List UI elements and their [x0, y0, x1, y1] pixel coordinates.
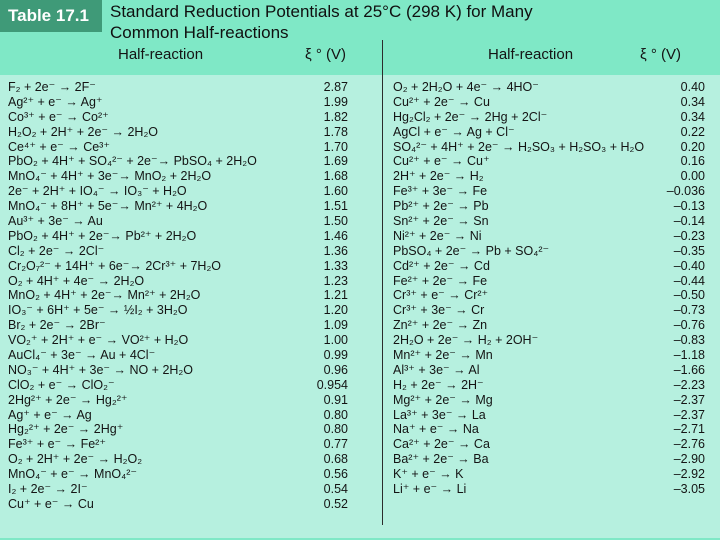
- table-row: [0, 348, 382, 363]
- column-divider: [382, 40, 383, 525]
- reduction-potential: 1.50: [323, 214, 348, 229]
- reduction-potential: 0.96: [323, 362, 348, 377]
- reduction-potential: 0.34: [680, 94, 705, 109]
- reduction-potential: –2.71: [673, 422, 705, 437]
- right-column-header-reaction: Half-reaction: [488, 46, 574, 63]
- reduction-potential: 0.77: [323, 437, 348, 452]
- table-row: [0, 318, 382, 333]
- half-reaction: MnO₄⁻ + 8H⁺ + 5e⁻→ Mn²⁺ + 4H₂O: [8, 199, 208, 214]
- table-row: [385, 288, 720, 303]
- half-reaction: Au³⁺ + 3e⁻ → Au: [8, 214, 103, 229]
- table-row: [385, 408, 720, 423]
- half-reaction: Cr₂O₇²⁻ + 14H⁺ + 6e⁻→ 2Cr³⁺ + 7H₂O: [8, 258, 222, 273]
- table-row: [385, 184, 720, 199]
- table-row: [385, 422, 720, 437]
- table-row: [0, 363, 382, 378]
- half-reaction: K⁺ + e⁻ → K: [393, 467, 464, 482]
- half-reaction: H₂O₂ + 2H⁺ + 2e⁻ → 2H₂O: [8, 124, 159, 139]
- reduction-potential: 1.82: [323, 109, 348, 124]
- reduction-potential: 0.22: [680, 124, 705, 139]
- table-row: [0, 184, 382, 199]
- reduction-potential: 1.99: [323, 94, 348, 109]
- table-row: [0, 333, 382, 348]
- table-row: [0, 244, 382, 259]
- table-row: [385, 318, 720, 333]
- table-row: [385, 437, 720, 452]
- half-reaction: Br₂ + 2e⁻ → 2Br⁻: [8, 318, 106, 333]
- reduction-potential: –2.76: [673, 437, 705, 452]
- half-reaction: Cr³⁺ + e⁻ → Cr²⁺: [393, 288, 489, 303]
- half-reaction: Fe²⁺ + 2e⁻ → Fe: [393, 273, 488, 288]
- half-reaction: Hg₂Cl₂ + 2e⁻ → 2Hg + 2Cl⁻: [393, 109, 548, 124]
- table-row: [0, 437, 382, 452]
- half-reaction: Al³⁺ + 3e⁻ → Al: [393, 362, 480, 377]
- reduction-potential: 0.91: [323, 392, 348, 407]
- table-row: [0, 229, 382, 244]
- table-row: [385, 214, 720, 229]
- table-row: [385, 378, 720, 393]
- half-reaction: H₂ + 2e⁻ → 2H⁻: [393, 377, 484, 392]
- half-reaction: Na⁺ + e⁻ → Na: [393, 422, 479, 437]
- half-reaction: Sn²⁺ + 2e⁻ → Sn: [393, 214, 489, 229]
- table-row: [0, 259, 382, 274]
- half-reaction: 2Hg²⁺ + 2e⁻ → Hg₂²⁺: [8, 392, 128, 407]
- half-reaction: Fe³⁺ + e⁻ → Fe²⁺: [8, 437, 106, 452]
- half-reaction: PbO₂ + 4H⁺ + 2e⁻→ Pb²⁺ + 2H₂O: [8, 228, 197, 243]
- half-reaction: Mg²⁺ + 2e⁻ → Mg: [393, 392, 493, 407]
- half-reaction: Ni²⁺ + 2e⁻ → Ni: [393, 228, 482, 243]
- reduction-potential: 1.00: [323, 333, 348, 348]
- table-row: [0, 169, 382, 184]
- reduction-potential: –0.13: [673, 199, 705, 214]
- reduction-potential: –3.05: [673, 482, 705, 497]
- reduction-potential: 0.34: [680, 109, 705, 124]
- reduction-potential: 0.80: [323, 407, 348, 422]
- table-row: [385, 154, 720, 169]
- reduction-potential: 1.09: [323, 318, 348, 333]
- half-reaction: Cr³⁺ + 3e⁻ → Cr: [393, 303, 485, 318]
- half-reaction: Li⁺ + e⁻ → Li: [393, 482, 467, 497]
- table-row: [385, 80, 720, 95]
- reduction-potential: 0.16: [680, 154, 705, 169]
- half-reaction: Cu²⁺ + 2e⁻ → Cu: [393, 94, 490, 109]
- table-row: [385, 274, 720, 289]
- table-row: [0, 393, 382, 408]
- reduction-potential: 0.99: [323, 348, 348, 363]
- half-reaction: Cu²⁺ + e⁻ → Cu⁺: [393, 154, 490, 169]
- table-row: [385, 140, 720, 155]
- half-reaction: F₂ + 2e⁻ → 2F⁻: [8, 80, 96, 94]
- table-row: [385, 363, 720, 378]
- left-column-header-reaction: Half-reaction: [118, 46, 204, 63]
- table-row: [385, 348, 720, 363]
- reduction-potential: 1.70: [323, 139, 348, 154]
- table-row: [0, 378, 382, 393]
- table-row: [385, 393, 720, 408]
- reduction-potential: –0.44: [673, 273, 705, 288]
- reduction-potential: 1.46: [323, 228, 348, 243]
- table-row: [385, 199, 720, 214]
- half-reaction: I₂ + 2e⁻ → 2I⁻: [8, 482, 88, 497]
- reduction-potential: –0.50: [673, 288, 705, 303]
- table-row: [385, 110, 720, 125]
- half-reaction: Cd²⁺ + 2e⁻ → Cd: [393, 258, 490, 273]
- half-reaction: MnO₄⁻ + 4H⁺ + 3e⁻→ MnO₂ + 2H₂O: [8, 169, 212, 184]
- right-half-reaction-list: [385, 80, 720, 497]
- table-row: [0, 497, 382, 512]
- reduction-potential: –0.35: [673, 243, 705, 258]
- reduction-potential: 2.87: [323, 80, 348, 94]
- reduction-potential: 1.69: [323, 154, 348, 169]
- table-row: [0, 467, 382, 482]
- reduction-potential: 1.60: [323, 184, 348, 199]
- table-row: [385, 169, 720, 184]
- table-row: [0, 214, 382, 229]
- table-row: [0, 452, 382, 467]
- reduction-potential: –2.90: [673, 452, 705, 467]
- table-row: [0, 482, 382, 497]
- reduction-potential: –0.14: [673, 214, 705, 229]
- half-reaction: NO₃⁻ + 4H⁺ + 3e⁻ → NO + 2H₂O: [8, 362, 194, 377]
- table-label: Table 17.1: [0, 0, 102, 32]
- table-row: [385, 229, 720, 244]
- table-row: [385, 259, 720, 274]
- table-row: [0, 274, 382, 289]
- table-row: [385, 333, 720, 348]
- table-row: [385, 482, 720, 497]
- half-reaction: Ce⁴⁺ + e⁻ → Ce³⁺: [8, 139, 110, 154]
- table-row: [385, 467, 720, 482]
- half-reaction: 2e⁻ + 2H⁺ + IO₄⁻ → IO₃⁻ + H₂O: [8, 184, 187, 199]
- table-row: [385, 303, 720, 318]
- reduction-potential: –0.036: [666, 184, 705, 199]
- half-reaction: Ag⁺ + e⁻ → Ag: [8, 407, 92, 422]
- half-reaction: Co³⁺ + e⁻ → Co²⁺: [8, 109, 109, 124]
- reduction-potential: –2.37: [673, 407, 705, 422]
- left-column-header-potential: ξ ° (V): [305, 46, 347, 63]
- half-reaction: 2H⁺ + 2e⁻ → H₂: [393, 169, 484, 184]
- half-reaction: MnO₄⁻ + e⁻ → MnO₄²⁻: [8, 467, 137, 482]
- table-row: [385, 244, 720, 259]
- half-reaction: VO₂⁺ + 2H⁺ + e⁻ → VO²⁺ + H₂O: [8, 333, 189, 348]
- half-reaction: Fe³⁺ + 3e⁻ → Fe: [393, 184, 488, 199]
- table-row: [0, 140, 382, 155]
- reduction-potential: –1.66: [673, 362, 705, 377]
- reduction-potential: 1.23: [323, 273, 348, 288]
- table-row: [0, 95, 382, 110]
- table-row: [0, 110, 382, 125]
- half-reaction: La³⁺ + 3e⁻ → La: [393, 407, 486, 422]
- half-reaction: Ba²⁺ + 2e⁻ → Ba: [393, 452, 489, 467]
- right-column-header-potential: ξ ° (V): [640, 46, 682, 63]
- table-title-line-2: Common Half-reactions: [110, 23, 289, 42]
- table-row: [385, 125, 720, 140]
- half-reaction: Mn²⁺ + 2e⁻ → Mn: [393, 348, 493, 363]
- reduction-potential: –1.18: [673, 348, 705, 363]
- table-row: [0, 408, 382, 423]
- reduction-potential: –2.92: [673, 467, 705, 482]
- half-reaction: O₂ + 2H⁺ + 2e⁻ → H₂O₂: [8, 452, 143, 467]
- reduction-potential: 0.40: [680, 80, 705, 94]
- half-reaction: AuCl₄⁻ + 3e⁻ → Au + 4Cl⁻: [8, 348, 156, 363]
- reduction-potential: –0.83: [673, 333, 705, 348]
- table-row: [0, 199, 382, 214]
- reduction-potential: 1.21: [323, 288, 348, 303]
- table-title-line-1: Standard Reduction Potentials at 25°C (298 K) for Many: [110, 2, 533, 21]
- reduction-potential: 0.68: [323, 452, 348, 467]
- reduction-potential: 1.33: [323, 258, 348, 273]
- reduction-potential: 0.00: [680, 169, 705, 184]
- reduction-potential: –0.40: [673, 258, 705, 273]
- half-reaction: PbO₂ + 4H⁺ + SO₄²⁻ + 2e⁻→ PbSO₄ + 2H₂O: [8, 154, 257, 169]
- reduction-potential: –2.37: [673, 392, 705, 407]
- table-row: [0, 303, 382, 318]
- reduction-potential: 0.954: [316, 377, 348, 392]
- reduction-potential: –0.76: [673, 318, 705, 333]
- reduction-potential: 1.20: [323, 303, 348, 318]
- reduction-potential: 0.80: [323, 422, 348, 437]
- reduction-potential: 1.78: [323, 124, 348, 139]
- table-row: [0, 125, 382, 140]
- table-row: [0, 80, 382, 95]
- table-title: [110, 1, 710, 43]
- reduction-potential: 0.56: [323, 467, 348, 482]
- reduction-potential: 0.20: [680, 139, 705, 154]
- reduction-potential: 1.68: [323, 169, 348, 184]
- half-reaction: Pb²⁺ + 2e⁻ → Pb: [393, 199, 489, 214]
- reduction-potential: –2.23: [673, 377, 705, 392]
- table-row: [0, 422, 382, 437]
- half-reaction: ClO₂ + e⁻ → ClO₂⁻: [8, 377, 115, 392]
- table-row: [385, 452, 720, 467]
- reduction-potential: –0.23: [673, 228, 705, 243]
- half-reaction: 2H₂O + 2e⁻ → H₂ + 2OH⁻: [393, 333, 539, 348]
- half-reaction: PbSO₄ + 2e⁻ → Pb + SO₄²⁻: [393, 243, 550, 258]
- reduction-potential: 0.54: [323, 482, 348, 497]
- half-reaction: Zn²⁺ + 2e⁻ → Zn: [393, 318, 488, 333]
- reduction-potential: 1.36: [323, 243, 348, 258]
- half-reaction: Cl₂ + 2e⁻ → 2Cl⁻: [8, 243, 105, 258]
- half-reaction: SO₄²⁻ + 4H⁺ + 2e⁻ → H₂SO₃ + H₂SO₃ + H₂O: [393, 139, 645, 154]
- half-reaction: Cu⁺ + e⁻ → Cu: [8, 496, 94, 511]
- half-reaction: Ca²⁺ + 2e⁻ → Ca: [393, 437, 490, 452]
- table-row: [0, 288, 382, 303]
- reduction-potential: 1.51: [323, 199, 348, 214]
- reduction-potential: 0.52: [323, 496, 348, 511]
- half-reaction: AgCl + e⁻ → Ag + Cl⁻: [393, 124, 515, 139]
- half-reaction: Ag²⁺ + e⁻ → Ag⁺: [8, 94, 103, 109]
- half-reaction: MnO₂ + 4H⁺ + 2e⁻→ Mn²⁺ + 2H₂O: [8, 288, 201, 303]
- half-reaction: O₂ + 4H⁺ + 4e⁻ → 2H₂O: [8, 273, 145, 288]
- half-reaction: IO₃⁻ + 6H⁺ + 5e⁻ → ½I₂ + 3H₂O: [8, 303, 188, 318]
- table-row: [0, 154, 382, 169]
- left-half-reaction-list: [0, 80, 382, 512]
- half-reaction: O₂ + 2H₂O + 4e⁻ → 4HO⁻: [393, 80, 539, 94]
- table-row: [385, 95, 720, 110]
- half-reaction: Hg₂²⁺ + 2e⁻ → 2Hg⁺: [8, 422, 124, 437]
- reduction-potential: –0.73: [673, 303, 705, 318]
